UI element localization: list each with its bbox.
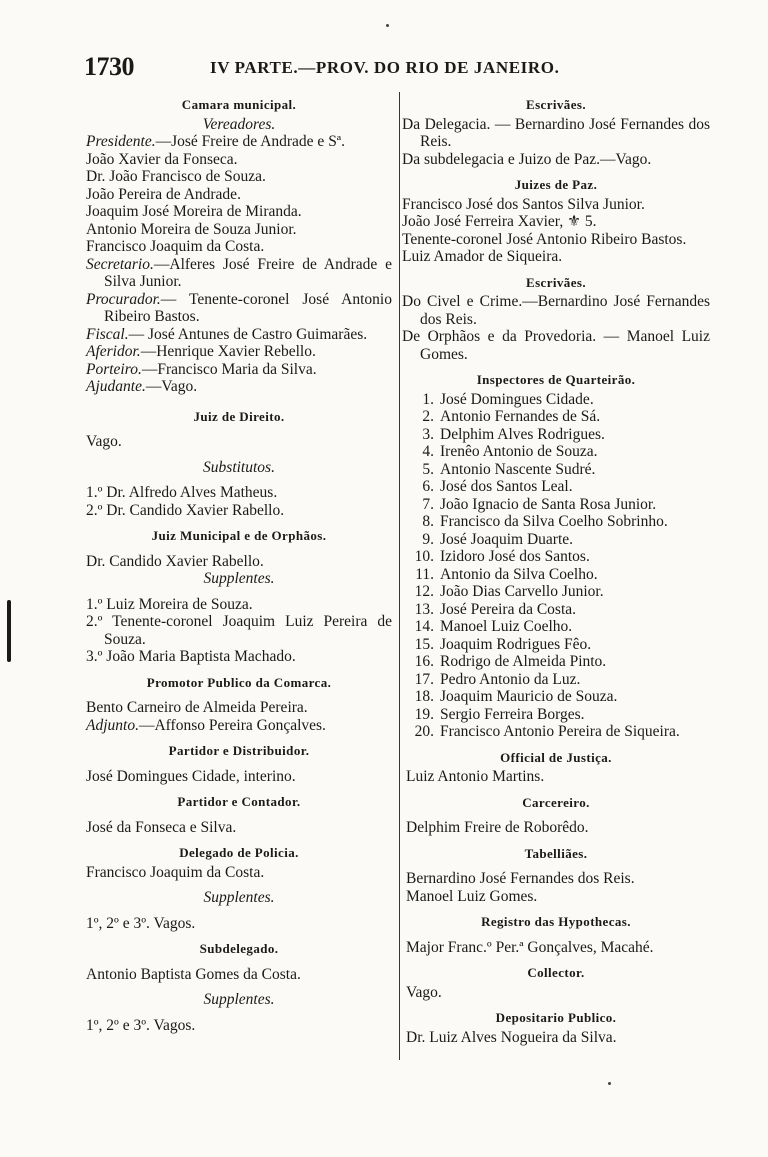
section-heading: Juiz Municipal e de Orphãos. — [151, 528, 327, 543]
list-item — [412, 618, 710, 636]
item-text: José dos Santos Leal. — [440, 478, 573, 495]
entry-value: 1º, 2º e 3º. Vagos. — [86, 914, 196, 932]
section-heading: Carcereiro. — [522, 794, 590, 810]
item-number: 16. — [414, 653, 434, 670]
list-item — [412, 461, 710, 479]
list-item — [412, 566, 710, 584]
item-number: 13. — [414, 600, 434, 618]
page-number: 1730 — [84, 52, 134, 81]
entry-item: João José Ferreira Xavier, ⚜ 5. — [402, 213, 597, 230]
section-subheading: Substitutos. — [203, 458, 275, 476]
left-column — [86, 93, 392, 1034]
item-number: 10. — [414, 548, 434, 565]
entry-label: Presidente. — [86, 133, 156, 150]
item-number: 4. — [422, 443, 434, 460]
item-text: Antonio Fernandes de Sá. — [440, 408, 601, 425]
list-item — [412, 391, 710, 409]
entry-member: João Pereira de Andrade. — [86, 185, 241, 203]
item-number: 3. — [422, 425, 434, 443]
item-number: 14. — [414, 618, 434, 635]
entry-item: Francisco José dos Santos Silva Junior. — [402, 195, 645, 213]
item-text: Delphim Alves Rodrigues. — [440, 425, 605, 443]
entry-value: Dr. Candido Xavier Rabello. — [86, 552, 264, 570]
list-item — [412, 723, 710, 741]
section-heading: Partidor e Contador. — [177, 794, 301, 809]
item-text: Joaquim Rodrigues Fêo. — [440, 635, 592, 653]
entry-item: Manoel Luiz Gomes. — [406, 887, 538, 905]
section-heading: Escrivães. — [526, 97, 586, 112]
section-heading: Juizes de Paz. — [514, 177, 598, 192]
entry-label: Fiscal. — [86, 325, 129, 343]
section-subheading: Supplentes. — [203, 991, 275, 1008]
item-number: 20. — [414, 723, 434, 740]
item-number: 9. — [422, 530, 434, 548]
list-item — [412, 636, 710, 654]
item-number: 5. — [422, 460, 434, 478]
entry-text: —Henrique Xavier Rebello. — [140, 343, 316, 360]
item-text: Joaquim Mauricio de Souza. — [440, 688, 618, 705]
entry-label: Adjunto. — [86, 716, 139, 734]
section-heading: Delegado de Policia. — [179, 845, 299, 860]
entry-text: —Francisco Maria da Silva. — [141, 360, 317, 378]
list-item — [412, 496, 710, 514]
section-subheading: Supplentes. — [203, 889, 275, 906]
list-item — [412, 443, 710, 461]
entry-fiscal — [86, 326, 392, 344]
entry-item: 1.º Dr. Alfredo Alves Matheus. — [86, 484, 278, 501]
list-item — [412, 706, 710, 724]
entry-label: Aferidor. — [86, 343, 141, 360]
item-text: Antonio da Silva Coelho. — [440, 565, 598, 583]
item-text: Antonio Nascente Sudré. — [440, 460, 596, 478]
item-text: Sergio Ferreira Borges. — [440, 705, 585, 723]
item-number: 6. — [422, 478, 434, 495]
section-heading: Subdelegado. — [199, 941, 279, 956]
entry-adjunto — [86, 717, 392, 735]
entry-item: Da subdelegacia e Juizo de Paz.—Vago. — [402, 150, 652, 168]
list-item — [412, 583, 710, 601]
entry-item: Bernardino José Fernandes dos Reis. — [406, 870, 635, 887]
section-heading: Depositario Publico. — [495, 1010, 617, 1025]
item-text: José Domingues Cidade. — [440, 390, 594, 408]
item-text: Irenêo Antonio de Souza. — [440, 443, 598, 460]
item-text: Rodrigo de Almeida Pinto. — [440, 653, 607, 670]
entry-item: Do Civel e Crime.—Bernardino José Fernandes dos Reis. — [402, 293, 710, 328]
entry-value: Antonio Baptista Gomes da Costa. — [86, 965, 301, 983]
entry-member: Antonio Moreira de Souza Junior. — [86, 220, 297, 238]
entry-item: Da Delegacia. — Bernardino José Fernandes dos Reis. — [402, 115, 710, 150]
section-heading: Juiz de Direito. — [193, 408, 285, 424]
section-heading: Tabelliães. — [524, 845, 588, 861]
entry-item: 1.º Luiz Moreira de Souza. — [86, 595, 253, 613]
ink-speck — [608, 1082, 611, 1085]
entry-label: Secretario. — [86, 255, 154, 273]
item-text: Manoel Luiz Coelho. — [440, 618, 573, 635]
list-item — [412, 513, 710, 531]
entry-procurador — [86, 291, 392, 326]
entry-label: Ajudante. — [86, 378, 146, 395]
entry-text: —Vago. — [145, 378, 198, 395]
entry-value: Francisco Joaquim da Costa. — [86, 863, 265, 881]
entry-label: Porteiro. — [86, 360, 142, 378]
entry-member: João Xavier da Fonseca. — [86, 150, 238, 168]
item-number: 15. — [414, 635, 434, 653]
entry-item: Luiz Amador de Siqueira. — [402, 248, 563, 265]
entry-presidente — [86, 133, 392, 151]
item-text: Izidoro José dos Santos. — [440, 548, 590, 565]
entry-member: Dr. João Francisco de Souza. — [86, 168, 266, 185]
list-item — [412, 653, 710, 671]
entry-value: Major Franc.º Per.ª Gonçalves, Macahé. — [406, 938, 654, 956]
entry-value: José da Fonseca e Silva. — [86, 818, 237, 836]
section-heading: Promotor Publico da Comarca. — [146, 674, 332, 690]
section-heading: Inspectores de Quarteirão. — [476, 372, 636, 387]
list-item — [412, 408, 710, 426]
entry-value: 1º, 2º e 3º. Vagos. — [86, 1016, 196, 1034]
entry-member: Joaquim José Moreira de Miranda. — [86, 203, 302, 220]
item-number: 1. — [422, 390, 434, 408]
entry-item: De Orphãos e da Provedoria. — Manoel Luiz Gomes. — [402, 328, 710, 363]
inspectores-list — [412, 391, 710, 741]
item-number: 2. — [422, 408, 434, 425]
entry-value: Delphim Freire de Roborêdo. — [406, 819, 589, 836]
entry-text: — Tenente-coronel José Antonio Ribeiro Bastos. — [104, 290, 392, 325]
entry-item: Tenente-coronel José Antonio Ribeiro Bastos. — [402, 230, 687, 248]
entry-item: 2.º Dr. Candido Xavier Rabello. — [86, 501, 285, 519]
item-text: Francisco Antonio Pereira de Siqueira. — [440, 723, 680, 740]
ink-speck — [386, 24, 389, 27]
list-item — [412, 688, 710, 706]
entry-text: — José Antunes de Castro Guimarães. — [128, 325, 368, 343]
entry-member: Francisco Joaquim da Costa. — [86, 238, 265, 255]
list-item — [412, 671, 710, 689]
entry-value: Vago. — [406, 983, 442, 1001]
section-heading: Camara municipal. — [181, 97, 297, 112]
entry-ajudante — [86, 378, 392, 396]
list-item — [412, 531, 710, 549]
item-number: 18. — [414, 688, 434, 705]
entry-item: 3.º João Maria Baptista Machado. — [86, 648, 296, 665]
column-divider — [399, 92, 400, 1060]
item-number: 11. — [415, 565, 434, 583]
section-heading: Escrivães. — [526, 274, 586, 290]
running-title: IV PARTE.—PROV. DO RIO DE JANEIRO. — [210, 58, 560, 77]
margin-ink-mark — [7, 600, 11, 662]
section-heading: Partidor e Distribuidor. — [168, 743, 310, 758]
entry-value: Luiz Antonio Martins. — [406, 768, 545, 785]
item-text: João Ignacio de Santa Rosa Junior. — [440, 495, 657, 513]
section-heading: Registro das Hypothecas. — [481, 914, 631, 929]
entry-value: Vago. — [86, 433, 122, 450]
item-number: 19. — [414, 705, 434, 723]
entry-aferidor — [86, 343, 392, 361]
list-item — [412, 601, 710, 619]
entry-item: 2.º Tenente-coronel Joaquim Luiz Pereira de Souza. — [86, 613, 392, 648]
list-item — [412, 478, 710, 496]
entry-value: Dr. Luiz Alves Nogueira da Silva. — [406, 1028, 617, 1046]
entry-text: —Affonso Pereira Gonçalves. — [138, 716, 326, 734]
item-text: João Dias Carvello Junior. — [440, 583, 604, 600]
item-number: 7. — [422, 495, 434, 513]
section-subheading: Supplentes. — [203, 570, 275, 587]
entry-label: Procurador. — [86, 290, 161, 308]
item-text: José Pereira da Costa. — [440, 600, 577, 618]
list-item — [412, 426, 710, 444]
right-column — [402, 93, 710, 1046]
item-number: 12. — [414, 583, 434, 600]
section-heading: Official de Justiça. — [500, 749, 612, 765]
entry-porteiro — [86, 361, 392, 379]
entry-value: José Domingues Cidade, interino. — [86, 767, 296, 785]
item-text: Francisco da Silva Coelho Sobrinho. — [440, 513, 668, 530]
section-subheading: Vereadores. — [202, 115, 276, 133]
entry-text: —Alferes José Freire de Andrade e Silva Junior. — [104, 255, 392, 290]
entry-text: —José Freire de Andrade e Sª. — [155, 133, 345, 150]
item-number: 8. — [422, 513, 434, 530]
entry-secretario — [86, 256, 392, 291]
entry-value: Bento Carneiro de Almeida Pereira. — [86, 699, 308, 716]
list-item — [412, 548, 710, 566]
section-heading: Collector. — [527, 965, 585, 980]
item-text: José Joaquim Duarte. — [440, 530, 574, 548]
item-text: Pedro Antonio da Luz. — [440, 670, 581, 688]
item-number: 17. — [414, 670, 434, 688]
